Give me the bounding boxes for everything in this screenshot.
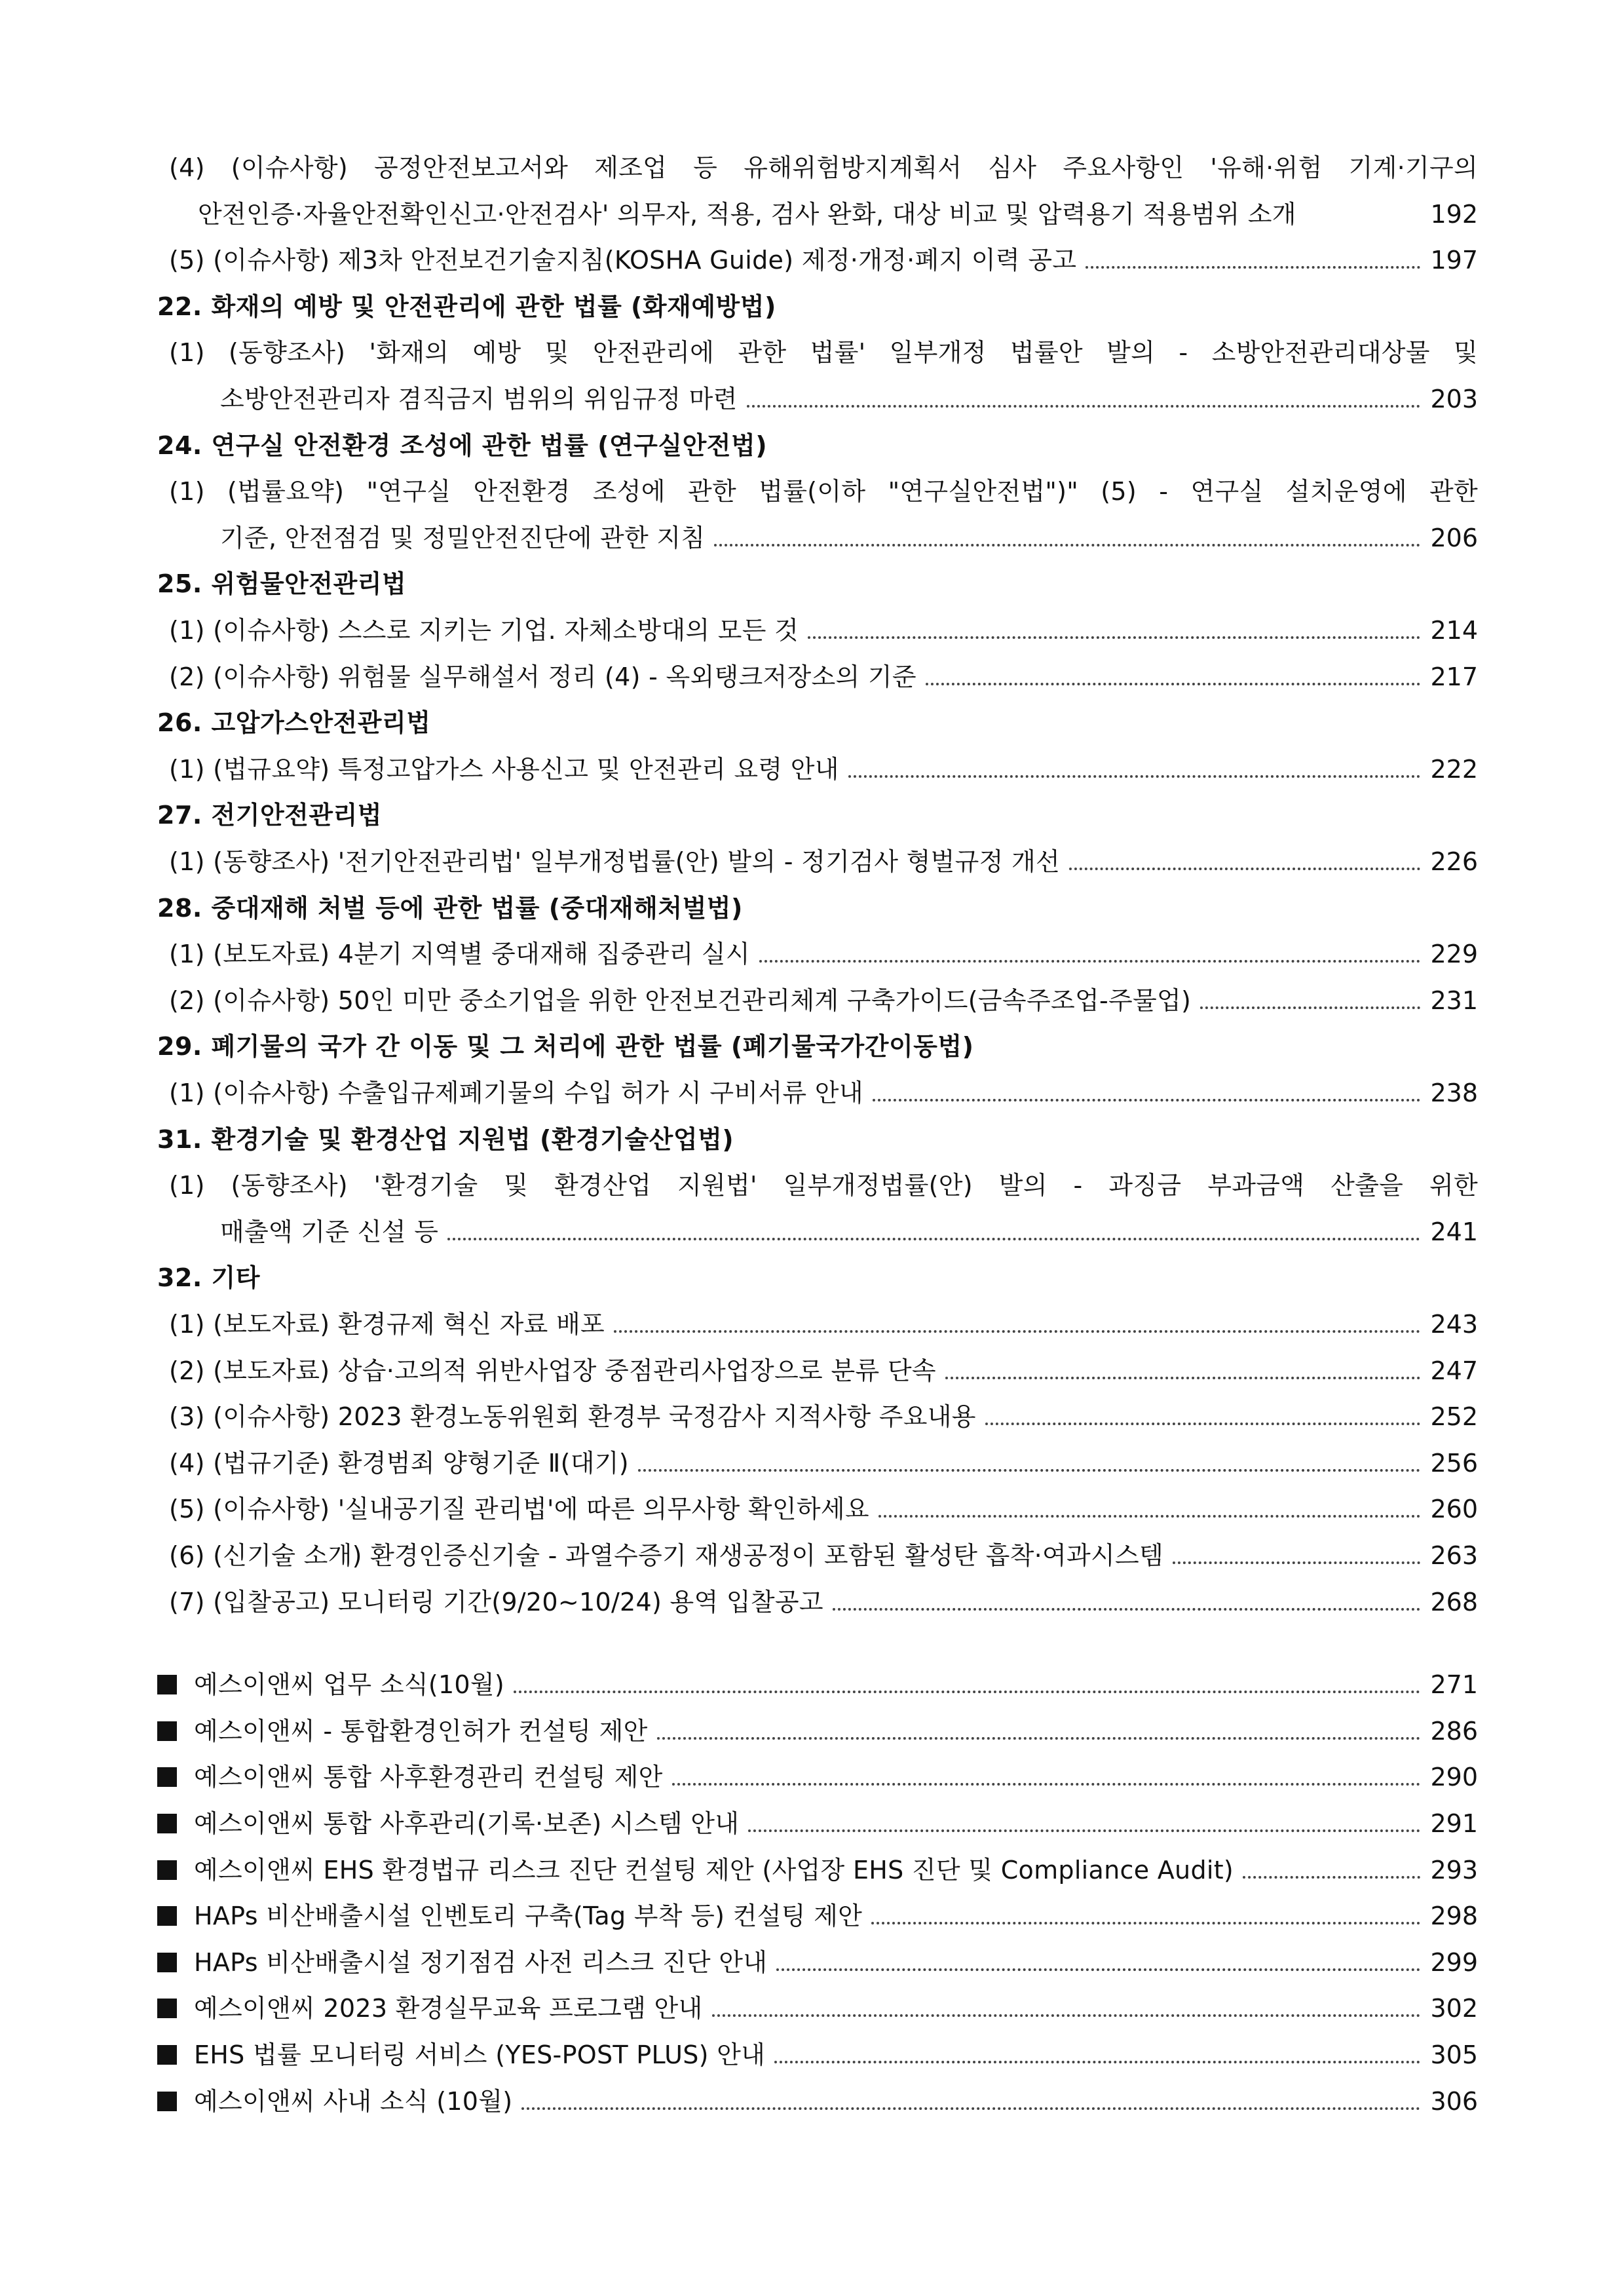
dotted-leader <box>1173 1535 1420 1564</box>
dotted-leader <box>1069 841 1420 870</box>
toc-item <box>0 379 1624 419</box>
page-number: 206 <box>1430 524 1478 552</box>
toc-item <box>0 1582 1624 1622</box>
page-number: 229 <box>1430 940 1478 968</box>
page-number: 217 <box>1430 662 1478 691</box>
toc-item-text: (5) (이슈사항) 제3차 안전보건기술지침(KOSHA Guide) 제정·개정·폐지 이력 공고 <box>169 246 1077 275</box>
toc-item-text: (5) (이슈사항) '실내공기질 관리법'에 따른 의무사항 확인하세요 <box>169 1495 869 1523</box>
toc-bullet-item <box>0 1942 1624 1983</box>
toc-bullet-item <box>0 1896 1624 1936</box>
toc-item <box>0 1396 1624 1437</box>
dotted-leader <box>614 1304 1420 1333</box>
bullet-square-icon <box>157 1814 177 1833</box>
toc-item-text: 기준, 안전점검 및 정밀안전진단에 관한 지침 <box>220 524 706 552</box>
toc-item-text: 예스이앤씨 업무 소식(10월) <box>194 1670 505 1699</box>
page-number: 238 <box>1430 1079 1478 1107</box>
dotted-leader <box>873 1073 1420 1101</box>
toc-item-text: EHS 법률 모니터링 서비스 (YES-POST PLUS) 안내 <box>194 2040 766 2069</box>
page-number: 243 <box>1430 1310 1478 1339</box>
toc-item-text: (1) (이슈사항) 스스로 지키는 기업. 자체소방대의 모든 것 <box>169 616 799 645</box>
section-heading-text: 22. 화재의 예방 및 안전관리에 관한 법률 (화재예방법) <box>157 292 776 321</box>
toc-item-text: (1) (동향조사) '화재의 예방 및 안전관리에 관한 법률' 일부개정 법률안 발의 - 소방안전관리대상물 및 <box>169 338 1478 367</box>
section-heading <box>0 795 1624 835</box>
dotted-leader <box>945 1350 1420 1379</box>
bullet-square-icon <box>157 1953 177 1972</box>
section-heading <box>0 702 1624 743</box>
page-number: 231 <box>1430 986 1478 1015</box>
section-heading-text: 26. 고압가스안전관리법 <box>157 708 431 737</box>
toc-item-text: (1) (동향조사) '환경기술 및 환경산업 지원법' 일부개정법률(안) 발의 - 과징금 부과금액 산출을 위한 <box>169 1171 1478 1200</box>
page-number: 197 <box>1430 246 1478 275</box>
dotted-leader <box>871 1896 1420 1924</box>
toc-item <box>0 1535 1624 1576</box>
toc-item-text: (3) (이슈사항) 2023 환경노동위원회 환경부 국정감사 지적사항 주요내용 <box>169 1402 976 1431</box>
toc-item-text: 예스이앤씨 - 통합환경인허가 컨설팅 제안 <box>194 1717 648 1746</box>
dotted-leader <box>712 1988 1420 2017</box>
page-number: 192 <box>1430 200 1478 229</box>
toc-item <box>0 240 1624 280</box>
page-number: 286 <box>1430 1717 1478 1746</box>
toc-item <box>0 980 1624 1021</box>
page-number: 299 <box>1430 1948 1478 1977</box>
page-number: 226 <box>1430 847 1478 876</box>
dotted-leader <box>672 1757 1420 1786</box>
page-number: 268 <box>1430 1588 1478 1617</box>
dotted-leader <box>514 1664 1420 1693</box>
toc-bullet-item <box>0 1803 1624 1844</box>
dotted-leader <box>1086 240 1420 269</box>
toc-item-text: 예스이앤씨 EHS 환경법규 리스크 진단 컨설팅 제안 (사업장 EHS 진단 및 Compliance Audit) <box>194 1856 1234 1885</box>
toc-item <box>0 1304 1624 1345</box>
toc-item-text: (2) (이슈사항) 50인 미만 중소기업을 위한 안전보건관리체계 구축가이드(금속주조업-주물업) <box>169 986 1192 1015</box>
toc-bullet-item <box>0 1850 1624 1890</box>
toc-item-text: HAPs 비산배출시설 인벤토리 구축(Tag 부착 등) 컨설팅 제안 <box>194 1902 863 1930</box>
toc-item <box>0 1212 1624 1252</box>
section-heading <box>0 888 1624 928</box>
toc-bullet-item <box>0 1988 1624 2029</box>
bullet-square-icon <box>157 2092 177 2111</box>
dotted-leader <box>447 1212 1420 1240</box>
toc-item <box>0 1489 1624 1529</box>
bullet-square-icon <box>157 1999 177 2018</box>
section-heading-text: 27. 전기안전관리법 <box>157 801 383 830</box>
section-heading-text: 28. 중대재해 처벌 등에 관한 법률 (중대재해처벌법) <box>157 894 743 923</box>
page-number: 306 <box>1430 2087 1478 2116</box>
page-number: 252 <box>1430 1402 1478 1431</box>
toc-item-text: (4) (이슈사항) 공정안전보고서와 제조업 등 유해위험방지계획서 심사 주요사항인 '유해·위험 기계·기구의 <box>169 153 1478 182</box>
toc-item <box>0 657 1624 697</box>
page-number: 241 <box>1430 1217 1478 1246</box>
section-heading-text: 31. 환경기술 및 환경산업 지원법 (환경기술산업법) <box>157 1125 734 1154</box>
dotted-leader <box>1200 980 1420 1009</box>
dotted-leader <box>657 1711 1420 1740</box>
toc-item-text: 예스이앤씨 통합 사후환경관리 컨설팅 제안 <box>194 1763 663 1791</box>
toc-item <box>0 1350 1624 1391</box>
toc-item-text: 예스이앤씨 통합 사후관리(기록·보존) 시스템 안내 <box>194 1809 740 1838</box>
toc-item <box>0 610 1624 651</box>
toc-item-text: 소방안전관리자 겸직금지 범위의 위임규정 마련 <box>220 385 738 413</box>
section-heading <box>0 1257 1624 1298</box>
toc-item-text: 예스이앤씨 2023 환경실무교육 프로그램 안내 <box>194 1994 703 2023</box>
toc-item-text: (1) (보도자료) 4분기 지역별 중대재해 집중관리 실시 <box>169 940 750 968</box>
toc-item-text: (7) (입찰공고) 모니터링 기간(9/20~10/24) 용역 입찰공고 <box>169 1588 823 1617</box>
section-heading <box>0 286 1624 327</box>
toc-item-text: (2) (이슈사항) 위험물 실무해설서 정리 (4) - 옥외탱크저장소의 기준 <box>169 662 916 691</box>
page-number: 247 <box>1430 1356 1478 1385</box>
page-number: 291 <box>1430 1809 1478 1838</box>
toc-item <box>0 518 1624 558</box>
bullet-square-icon <box>157 2045 177 2065</box>
toc-item-text: (1) (보도자료) 환경규제 혁신 자료 배포 <box>169 1310 605 1339</box>
toc-item <box>0 147 1624 188</box>
toc-item-text: 매출액 기준 신설 등 <box>220 1217 439 1246</box>
toc-item-text: (2) (보도자료) 상습·고의적 위반사업장 중점관리사업장으로 분류 단속 <box>169 1356 936 1385</box>
page-number: 263 <box>1430 1541 1478 1570</box>
toc-item-text: (6) (신기술 소개) 환경인증신기술 - 과열수증기 재생공정이 포함된 활성탄 흡착·여과시스템 <box>169 1541 1164 1570</box>
page-number: 222 <box>1430 755 1478 784</box>
page-number: 256 <box>1430 1449 1478 1478</box>
page-number: 293 <box>1430 1856 1478 1885</box>
dotted-leader <box>926 657 1420 685</box>
section-heading <box>0 564 1624 604</box>
dotted-leader <box>808 610 1420 639</box>
dotted-leader <box>747 379 1420 408</box>
page-number: 214 <box>1430 616 1478 645</box>
toc-item <box>0 841 1624 882</box>
section-heading-text: 25. 위험물안전관리법 <box>157 569 407 598</box>
dotted-leader <box>833 1582 1420 1611</box>
bullet-square-icon <box>157 1721 177 1741</box>
dotted-leader <box>1243 1850 1420 1879</box>
dotted-leader <box>521 2081 1420 2110</box>
bullet-square-icon <box>157 1767 177 1787</box>
toc-item <box>0 471 1624 512</box>
toc-item-text: (4) (법규기준) 환경범죄 양형기준 Ⅱ(대기) <box>169 1449 629 1478</box>
toc-item-text: 예스이앤씨 사내 소식 (10월) <box>194 2087 513 2116</box>
page-number: 203 <box>1430 385 1478 413</box>
dotted-leader <box>638 1443 1420 1472</box>
toc-item <box>0 332 1624 373</box>
section-heading <box>0 1026 1624 1067</box>
toc-item <box>0 934 1624 974</box>
dotted-leader <box>774 2035 1420 2063</box>
toc-item-text: (1) (법규요약) 특정고압가스 사용신고 및 안전관리 요령 안내 <box>169 755 839 784</box>
dotted-leader <box>714 518 1420 546</box>
toc-item-text: 안전인증·자율안전확인신고·안전검사' 의무자, 적용, 검사 완화, 대상 비교 및 압력용기 적용범위 소개 <box>198 200 1296 229</box>
dotted-leader <box>748 1803 1420 1832</box>
dotted-leader <box>878 1489 1420 1518</box>
dotted-leader <box>759 934 1420 963</box>
page-number: 271 <box>1430 1670 1478 1699</box>
dotted-leader <box>848 749 1420 778</box>
toc-item <box>0 194 1624 235</box>
toc-bullet-item <box>0 2035 1624 2075</box>
dotted-leader <box>985 1396 1420 1425</box>
section-heading <box>0 425 1624 466</box>
toc-bullet-item <box>0 2081 1624 2122</box>
toc-item-text: HAPs 비산배출시설 정기점검 사전 리스크 진단 안내 <box>194 1948 768 1977</box>
page-number: 290 <box>1430 1763 1478 1791</box>
dotted-leader <box>776 1942 1420 1971</box>
page-number: 260 <box>1430 1495 1478 1523</box>
section-heading-text: 32. 기타 <box>157 1263 260 1292</box>
page-number: 302 <box>1430 1994 1478 2023</box>
toc-bullet-item <box>0 1711 1624 1751</box>
toc-item-text: (1) (법률요약) "연구실 안전환경 조성에 관한 법률(이하 "연구실안전법")" (5) - 연구실 설치운영에 관한 <box>169 477 1478 506</box>
toc-item-text: (1) (동향조사) '전기안전관리법' 일부개정법률(안) 발의 - 정기검사 형벌규정 개선 <box>169 847 1061 876</box>
page-number: 305 <box>1430 2040 1478 2069</box>
bullet-square-icon <box>157 1906 177 1926</box>
section-heading-text: 29. 폐기물의 국가 간 이동 및 그 처리에 관한 법률 (폐기물국가간이동법) <box>157 1032 974 1061</box>
section-heading-text: 24. 연구실 안전환경 조성에 관한 법률 (연구실안전법) <box>157 431 768 460</box>
section-heading <box>0 1119 1624 1160</box>
toc-item-text: (1) (이슈사항) 수출입규제폐기물의 수입 허가 시 구비서류 안내 <box>169 1079 863 1107</box>
page-number: 298 <box>1430 1902 1478 1930</box>
toc-item <box>0 1073 1624 1113</box>
toc-item <box>0 1443 1624 1483</box>
bullet-square-icon <box>157 1675 177 1694</box>
toc-item <box>0 749 1624 790</box>
bullet-square-icon <box>157 1860 177 1880</box>
toc-bullet-item <box>0 1757 1624 1797</box>
toc-item <box>0 1165 1624 1206</box>
toc-bullet-item <box>0 1664 1624 1705</box>
